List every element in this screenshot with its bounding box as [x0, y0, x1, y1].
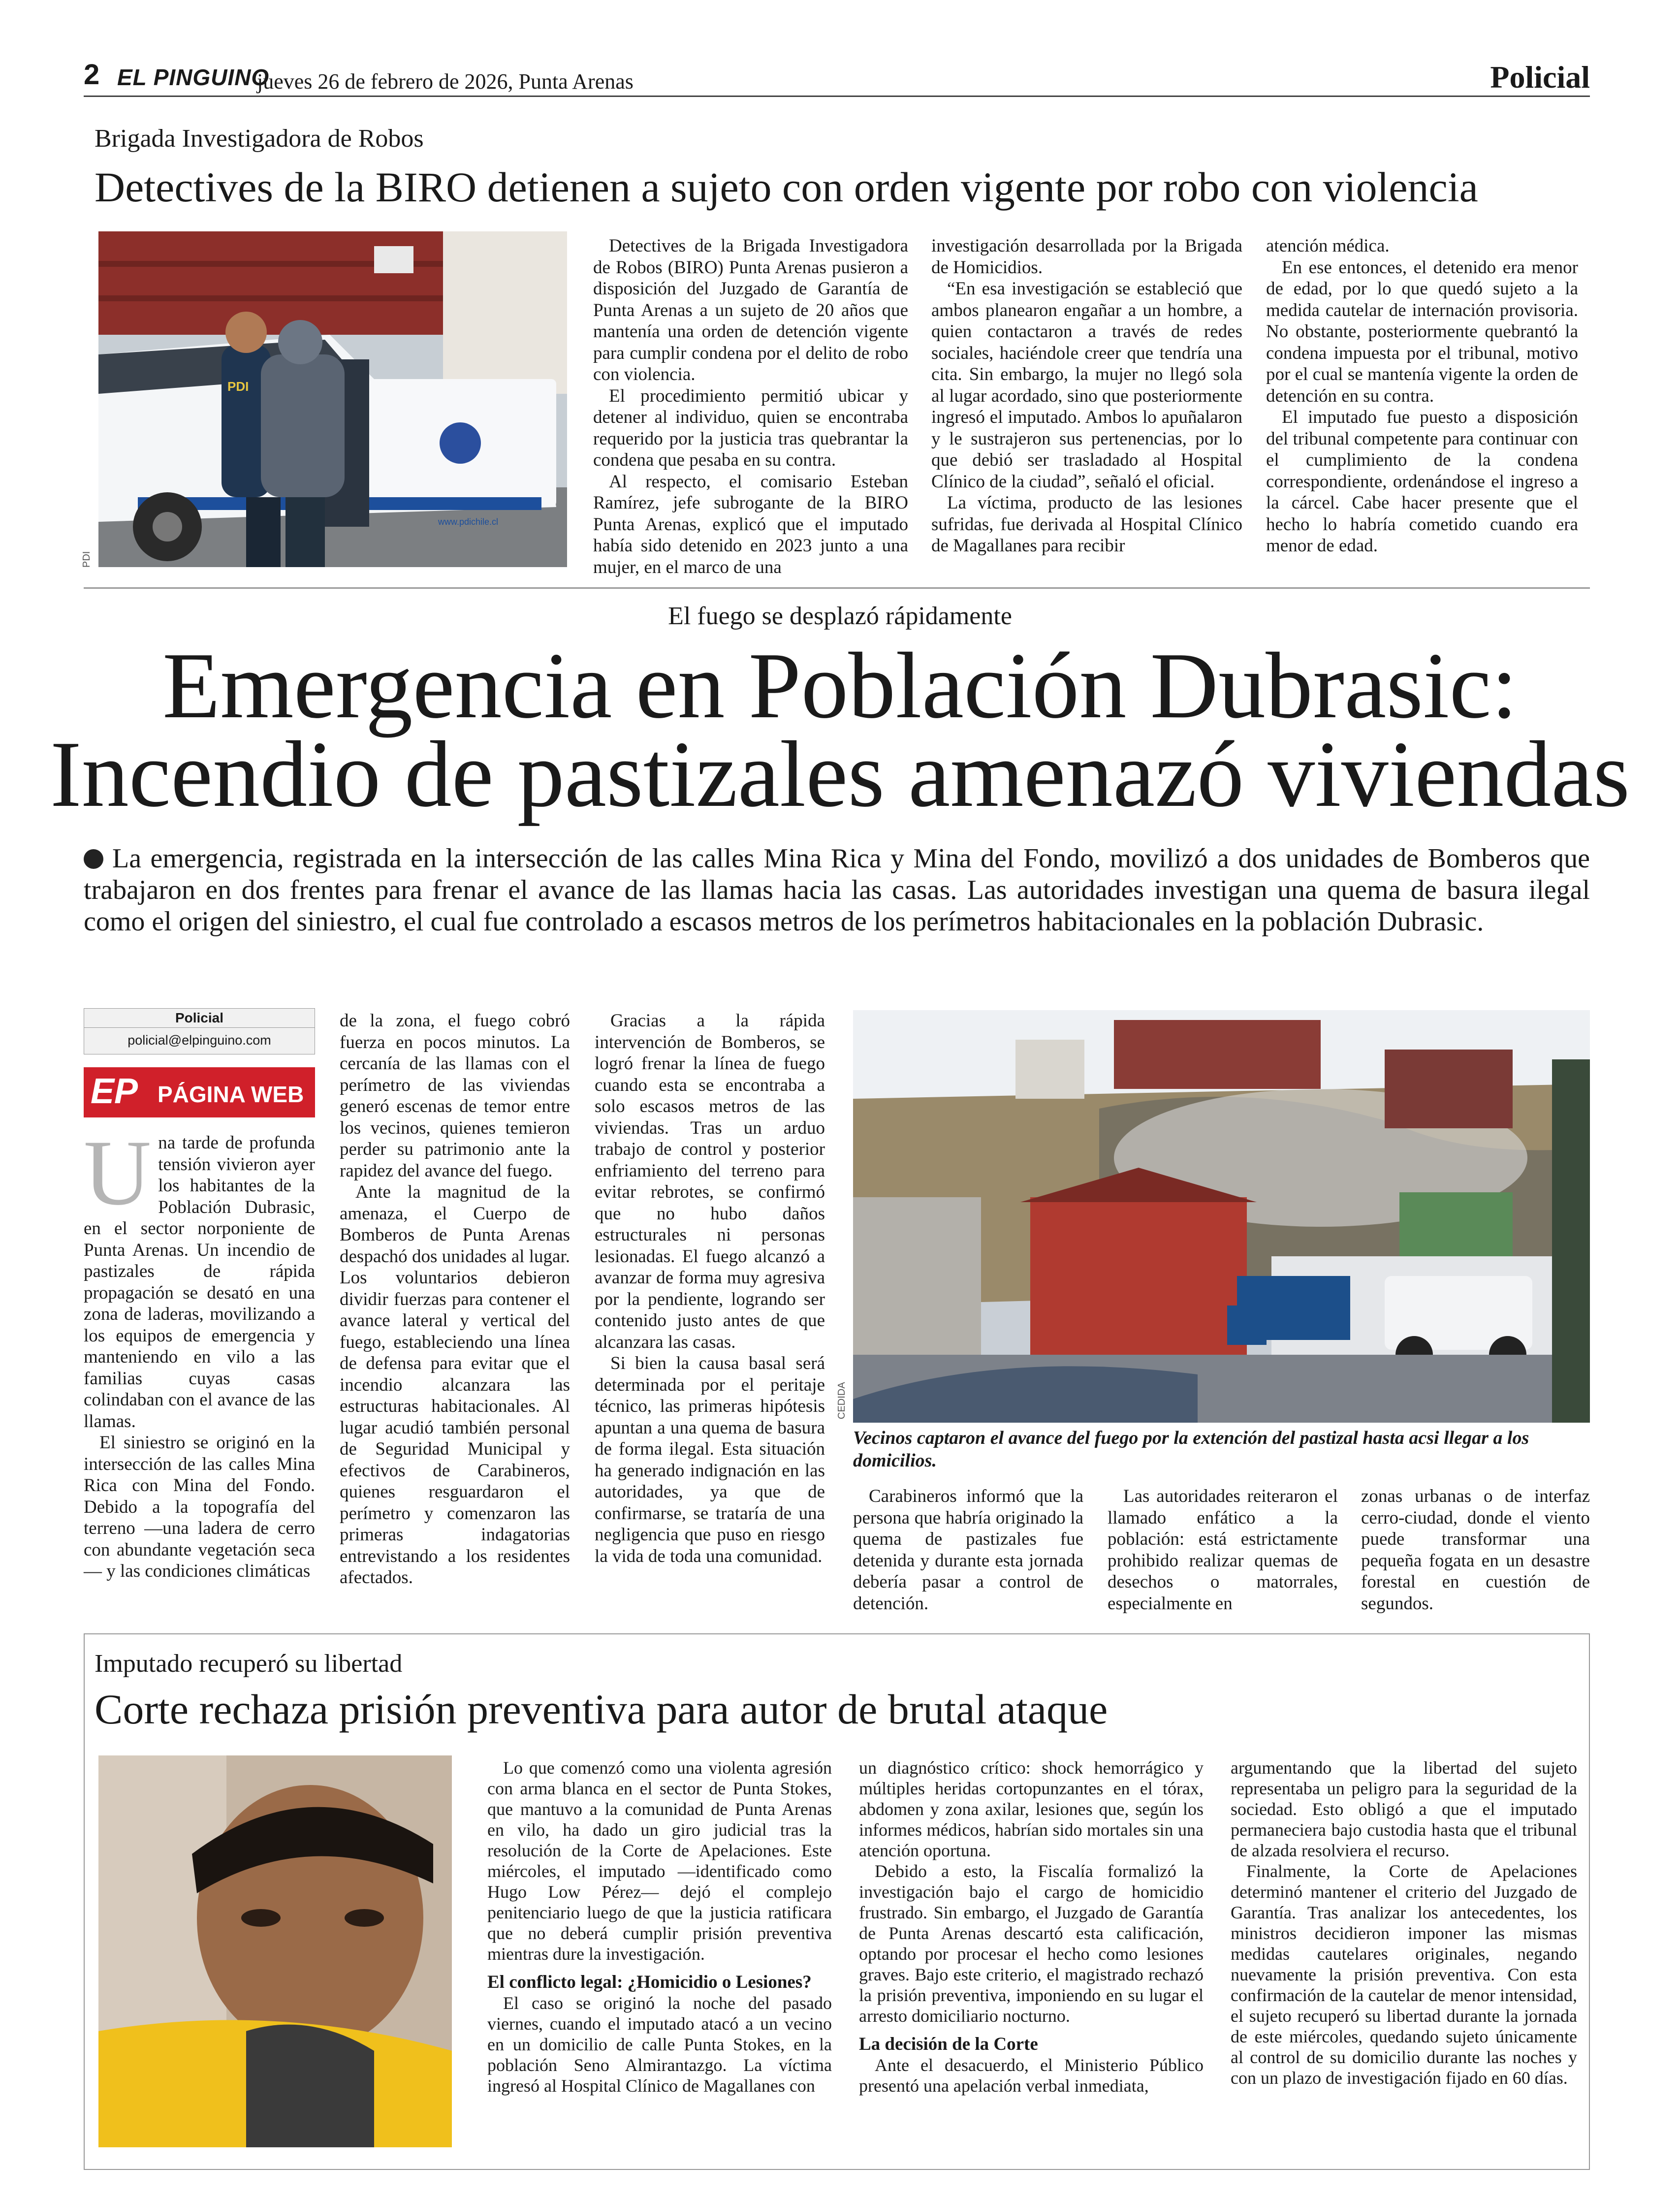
section-title: Policial: [1490, 60, 1590, 95]
paragraph: Detectives de la Brigada Investigadora de Robos (BIRO) Punta Arenas pusieron a disposición del Juzgado de Garantía de Punta Arenas a un sujeto de 20 años que mantenía una orden de detención vigente para cumplir condena por el delito de robo con violencia.: [593, 236, 908, 384]
paragraph: El imputado fue puesto a disposición del tribunal competente para continuar con el cumplimiento de la condena correspondiente, ordenándose el ingreso a la cárcel. Cabe hacer presente que el hecho lo habría cometido cuando era menor de edad.: [1266, 407, 1578, 556]
article1-photo-credit: PDI: [81, 551, 92, 568]
paragraph: un diagnóstico crítico: shock hemorrágico y múltiples heridas cortopunzantes en el tórax, abdomen y zona axilar, lesiones que, según los informes médicos, habrían sido mortales sin una atención oportuna.: [859, 1758, 1204, 1860]
paragraph: En ese entonces, el detenido era menor de edad, por lo que quedó sujeto a la medida cautelar de internación provisoria. No obstante, posteriormente quebrantó la condena impuesta por el tribunal, motivo por el cual se mantenía vigente la orden de detención en su contra.: [1266, 257, 1578, 406]
paragraph: Lo que comenzó como una violenta agresión con arma blanca en el sector de Punta Stokes, que mantuvo a la comunidad de Punta Arenas en vilo, ha dado un giro judicial tras la resolución de la Corte de Apelaciones. Este miércoles, el imputado —identificado como Hugo Low Pérez— dejó el complejo penitenciario luego de que la justicia ratificara que no deberá cumplir prisión preventiva mientras dure la investigación.: [487, 1758, 832, 1964]
article2-column-6: [1361, 1486, 1590, 1614]
article2-kicker: El fuego se desplazó rápidamente: [668, 602, 1012, 630]
header-rule: [84, 96, 1590, 97]
paragraph: investigación desarrollada por la Brigada de Homicidios.: [931, 236, 1242, 278]
paragraph: El caso se originó la noche del pasado viernes, cuando el imputado atacó a un vecino en un domicilio de calle Punta Stokes, en la población Seno Almirantazgo. La víctima ingresó al Hospital Clínico de Magallanes con: [487, 1993, 832, 2096]
dropcap: U: [84, 1121, 152, 1225]
article2-headline-line2: Incendio de pastizales amenazó viviendas: [50, 722, 1630, 827]
article2-lede: [84, 843, 1590, 937]
byline-box: [84, 1008, 315, 1054]
paragraph: El siniestro se originó en la intersección de las calles Mina Rica con Mina del Fondo. Debido a la topografía del terreno —una ladera de cerro con abundante vegetación seca— y las condiciones climáticas: [84, 1433, 315, 1581]
article3-photo: [98, 1755, 452, 2147]
article2-column-3: [595, 1010, 825, 1567]
grass-fire-illustration: [853, 1010, 1590, 1423]
article1-column-2: [931, 235, 1242, 557]
byline-email: policial@elpinguino.com: [127, 1033, 271, 1048]
paragraph: atención médica.: [1266, 236, 1390, 256]
paragraph: Las autoridades reiteraron el llamado enfático a la población: está estrictamente prohibido realizar quemas de desechos o matorrales, especialmente en: [1108, 1486, 1338, 1614]
subhead-court-decision: La decisión de la Corte: [859, 2034, 1038, 2054]
paragraph: argumentando que la libertad del sujeto representaba un peligro para la seguridad de la sociedad. Esto obligó a que el imputado permaneciera bajo custodia hasta que el tribunal de alzada resolviera el recurso.: [1231, 1758, 1577, 1860]
article2-column-2: [340, 1010, 570, 1589]
article2-column-5: [1108, 1486, 1338, 1614]
article1-column-3: [1266, 235, 1578, 557]
paragraph: Ante la magnitud de la amenaza, el Cuerpo de Bomberos de Punta Arenas despachó dos unidades al lugar. Los voluntarios debieron dividir fuerzas para contener el avance lateral y vertical del fuego, estableciendo una línea de defensa para evitar que el incendio alcanzara las estructuras habitacionales. Al lugar acudió también personal de Seguridad Municipal y efectivos de Carabineros, quienes resguardaron el perímetro y comenzaron las primeras indagatorias entrevistando a los residentes afectados.: [340, 1182, 570, 1588]
page-number: 2: [84, 59, 100, 91]
article1-photo: [98, 231, 567, 567]
article2-column-1: [84, 1121, 315, 1582]
masthead-logo: EL PINGUINO: [117, 64, 270, 90]
fire-photo: [853, 1010, 1590, 1423]
article3-column-2: [859, 1757, 1204, 2096]
paragraph: “En esa investigación se estableció que ambos planearon engañar a un hombre, a quien contactaron a través de redes sociales, haciéndole creer que tendría una cita. Sin embargo, la mujer no llegó sola al lugar acordado, sino que posteriormente ingresó el imputado. Ambos lo apuñalaron y le sustrajeron sus pertenencias, por lo que debió ser trasladado al Hospital Clínico de la ciudad”, señaló el oficial.: [931, 279, 1242, 492]
article1-column-1: [593, 235, 908, 578]
article3-column-1: [487, 1757, 832, 2096]
byline-section: Policial: [84, 1009, 315, 1028]
fire-photo-credit: CEDIDA: [836, 1382, 847, 1419]
article1-bottom-rule: [84, 587, 1590, 589]
bullet-icon: [84, 849, 103, 869]
article1-kicker: Brigada Investigadora de Robos: [95, 125, 424, 153]
pagina-web-badge[interactable]: [84, 1067, 315, 1117]
paragraph: Al respecto, el comisario Esteban Ramírez, jefe subrogante de la BIRO Punta Arenas, explicó que el imputado había sido detenido en 2023 junto a una mujer, en el marco de una: [593, 471, 908, 577]
article2-headline-line1: Emergencia en Población Dubrasic:: [162, 633, 1518, 738]
article3-kicker: Imputado recuperó su libertad: [95, 1650, 403, 1678]
paragraph: Finalmente, la Corte de Apelaciones determinó mantener el criterio del Juzgado de Garantía. Tras analizar los antecedentes, los ministros decidieron imponer las mismas medidas cautelares originales, negando nuevamente la prisión preventiva. Con esta confirmación de la cautelar de menor intensidad, el sujeto recuperó su libertad durante la jornada de este miércoles, quedando sujeto únicamente al control de su domicilio durante las noches y con un plazo de investigación fijado en 60 días.: [1231, 1861, 1577, 2088]
vest-text: PDI: [227, 379, 249, 394]
paragraph: zonas urbanas o de interfaz cerro-ciudad, donde el viento puede transformar una pequeña fogata en un desastre forestal en cuestión de segundos.: [1361, 1486, 1590, 1614]
lead-text: na tarde de profunda tensión vivieron ayer los habitantes de la Población Dubrasic, en el sector norponiente de Punta Arenas. Un incendio de pastizales de rápida propagación se desató en una zona de laderas, movilizando a los equipos de emergencia y manteniendo en vilo a las familias cuyas casas colindaban con el avance de las llamas.: [84, 1133, 315, 1432]
paragraph: Carabineros informó que la persona que habría originado la quema de pastizales fue detenida y durante esta jornada debería pasar a control de detención.: [853, 1486, 1083, 1614]
article3-headline: Corte rechaza prisión preventiva para autor de brutal ataque: [95, 1686, 1108, 1733]
paragraph: de la zona, el fuego cobró fuerza en pocos minutos. La cercanía de las llamas con el perímetro de las viviendas generó escenas de temor entre los vecinos, quienes temieron perder su patrimonio ante la rapidez del avance del fuego.: [340, 1011, 570, 1181]
paragraph: Si bien la causa basal será determinada por el peritaje técnico, las primeras hipótesis apuntan a una quema de basura de forma ilegal. Esta situación ha generado indignación en las autoridades, ya que de confirmarse, se trataría de una negligencia que puso en riesgo la vida de toda una comunidad.: [595, 1353, 825, 1566]
ep-logo: EP: [91, 1072, 138, 1111]
article3-column-3: [1231, 1757, 1577, 2088]
paragraph: Ante el desacuerdo, el Ministerio Público presentó una apelación verbal inmediata,: [859, 2055, 1204, 2096]
suspect-portrait-illustration: [98, 1755, 452, 2147]
subhead-legal-conflict: El conflicto legal: ¿Homicidio o Lesiones?: [487, 1972, 812, 1992]
article1-headline: Detectives de la BIRO detienen a sujeto con orden vigente por robo con violencia: [95, 163, 1478, 211]
paragraph: Debido a esto, la Fiscalía formalizó la investigación bajo el cargo de homicidio frustrado. Sin embargo, el Juzgado de Garantía de Punta Arenas descartó esta calificación, optando por procesar el hecho como lesiones graves. Bajo este criterio, el magistrado rechazó la prisión preventiva, imponiendo en su lugar el arresto domiciliario nocturno.: [859, 1861, 1204, 2026]
badge-label: PÁGINA WEB: [158, 1082, 304, 1107]
fire-photo-caption: Vecinos captaron el avance del fuego por la extención del pastizal hasta acsi llegar a los domicilios.: [853, 1428, 1529, 1471]
article2-column-4: [853, 1486, 1083, 1614]
paragraph: Gracias a la rápida intervención de Bomberos, se logró frenar la línea de fuego cuando esta se encontraba a solo escasos metros de las viviendas. Tras un arduo trabajo de control y posterior enfriamiento del terreno para evitar rebrotes, se confirmó que no hubo daños estructurales ni personas lesionadas. El fuego alcanzó a avanzar de forma muy agresiva por la pendiente, logrando ser contenido justo antes de que alcanzara las casas.: [595, 1011, 825, 1352]
car-url: www.pdichile.cl: [438, 517, 499, 527]
paragraph: La víctima, producto de las lesiones sufridas, fue derivada al Hospital Clínico de Magallanes para recibir: [931, 493, 1242, 556]
header-date: jueves 26 de febrero de 2026, Punta Arenas: [257, 69, 634, 94]
paragraph: [84, 1121, 315, 1432]
lede-text: La emergencia, registrada en la intersección de las calles Mina Rica y Mina del Fondo, movilizó a dos unidades de Bomberos que trabajaron en dos frentes para frenar el avance de las llamas hacia las casas. Las autoridades investigan una quema de basura ilegal como el origen del siniestro, el cual fue controlado a escasos metros de los perímetros habitacionales en la población Dubrasic.: [84, 843, 1590, 937]
paragraph: El procedimiento permitió ubicar y detener al individuo, quien se encontraba requerido por la justicia tras quebrantar la condena que pesaba en su contra.: [593, 385, 908, 470]
